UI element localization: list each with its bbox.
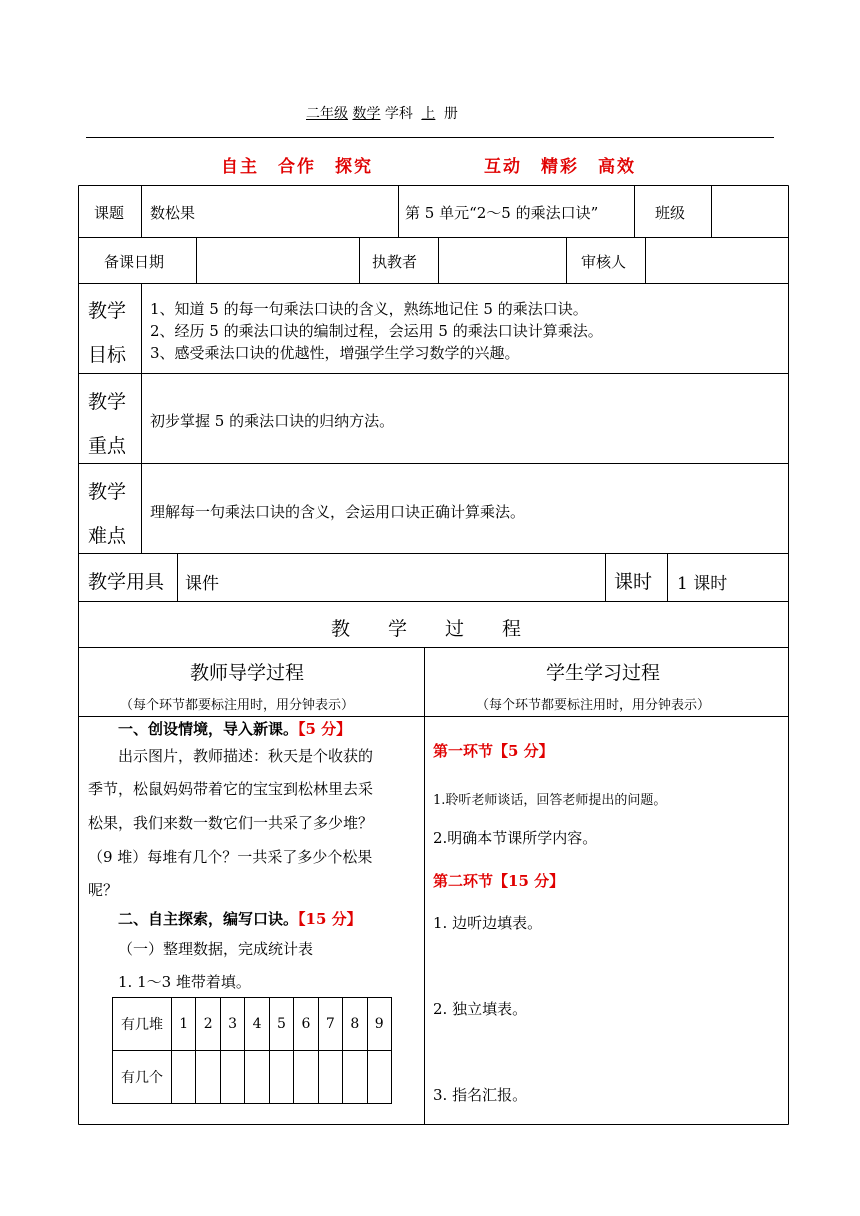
stat-number: 1 [172,998,196,1051]
difficulties-label-bottom: 难点 [88,525,127,547]
subject: 数学 [352,106,381,122]
keypoints-text: 初步掌握 5 的乘法口诀的归纳方法。 [150,412,395,430]
teacher-column-title: 教师导学过程 [190,662,305,684]
goals-label-bottom: 目标 [88,344,127,366]
goals-label-top: 教学 [88,300,127,322]
teacher-column-note: （每个环节都要标注用时，用分钟表示） [120,698,355,713]
volume-suffix: 册 [443,106,458,122]
stat-blank[interactable] [269,1051,293,1104]
stat-blank[interactable] [196,1051,220,1104]
student-step2-title [433,870,564,891]
topic-value: 数松果 [150,204,196,222]
stat-row1-label: 有几堆 [113,998,172,1051]
student-item: 3. 指名汇报。 [433,1086,528,1104]
unit-value: 第 5 单元“2～5 的乘法口诀” [405,204,599,222]
student-column-note: （每个环节都要标注用时，用分钟表示） [476,698,711,713]
teacher-line: 呢？ [88,881,119,899]
grade: 二年级 [306,106,348,122]
stat-blank[interactable] [172,1051,196,1104]
period-value: 1 课时 [677,574,728,594]
stat-number: 8 [343,998,367,1051]
stat-number: 6 [294,998,318,1051]
stat-number: 4 [245,998,269,1051]
step2-time: 【15 分】 [493,872,565,890]
difficulties-text: 理解每一句乘法口诀的含义，会运用口诀正确计算乘法。 [150,503,526,521]
tools-value: 课件 [185,574,219,594]
section2-time: 【15 分】 [298,910,362,928]
section1-time: 【5 分】 [298,720,352,738]
teacher-line: 出示图片，教师描述：秋天是个收获的 [118,747,374,765]
stat-row-piles [113,998,392,1051]
keypoints-label-top: 教学 [88,391,127,413]
stat-number: 3 [220,998,244,1051]
stat-blank[interactable] [245,1051,269,1104]
teacher-line: 季节，松鼠妈妈带着它的宝宝到松林里去采 [88,780,374,798]
subject-suffix: 学科 [384,106,413,122]
stat-blank[interactable] [367,1051,392,1104]
stat-table [112,997,392,1104]
teacher-label: 执教者 [372,253,418,271]
stat-blank[interactable] [318,1051,342,1104]
tools-label: 教学用具 [88,571,165,593]
teacher-section1-title [118,718,351,739]
difficulties-label-top: 教学 [88,481,127,503]
teacher-line: 松果，我们来数一数它们一共采了多少堆？ [88,814,374,832]
goal-item: 1、知道 5 的每一句乘法口诀的含义，熟练地记住 5 的乘法口诀。 [150,300,588,318]
process-title: 教 学 过 程 [331,618,522,640]
student-item: 1. 边听边填表。 [433,914,543,932]
keypoints-label-bottom: 重点 [88,435,127,457]
student-step1-title [433,740,554,761]
stat-number: 2 [196,998,220,1051]
slogan-right: 互动 精彩 高效 [484,157,636,177]
student-column-title: 学生学习过程 [546,662,661,684]
stat-blank[interactable] [343,1051,367,1104]
stat-row2-label: 有几个 [113,1051,172,1104]
teacher-subsection: （一）整理数据，完成统计表 [118,940,314,958]
student-item: 1.聆听老师谈话，回答老师提出的问题。 [433,793,667,808]
class-label: 班级 [655,204,686,222]
date-label: 备课日期 [104,253,165,271]
stat-number: 5 [269,998,293,1051]
teacher-line: （9 堆）每堆有几个？一共采了多少个松果 [88,848,373,866]
goal-item: 2、经历 5 的乘法口诀的编制过程，会运用 5 的乘法口诀计算乘法。 [150,322,603,340]
topic-label: 课题 [94,204,125,222]
reviewer-label: 审核人 [581,253,627,271]
teacher-section2-title [118,908,362,929]
period-label: 课时 [614,571,653,593]
student-item: 2.明确本节课所学内容。 [433,829,598,847]
section2-title-text: 二、自主探索，编写口诀。 [118,910,299,928]
teacher-item: 1. 1～3 堆带着填。 [118,973,251,991]
step1-time: 【5 分】 [493,742,554,760]
slogan-left: 自主 合作 探究 [221,157,373,177]
step1-label: 第一环节 [433,742,494,760]
stat-number: 9 [367,998,392,1051]
volume: 上 [421,106,436,122]
student-item: 2. 独立填表。 [433,1000,528,1018]
stat-number: 7 [318,998,342,1051]
stat-row-count [113,1051,392,1104]
goal-item: 3、感受乘法口诀的优越性，增强学生学习数学的兴趣。 [150,344,520,362]
step2-label: 第二环节 [433,872,494,890]
section1-title-text: 一、创设情境，导入新课。 [118,720,299,738]
stat-blank[interactable] [220,1051,244,1104]
stat-blank[interactable] [294,1051,318,1104]
